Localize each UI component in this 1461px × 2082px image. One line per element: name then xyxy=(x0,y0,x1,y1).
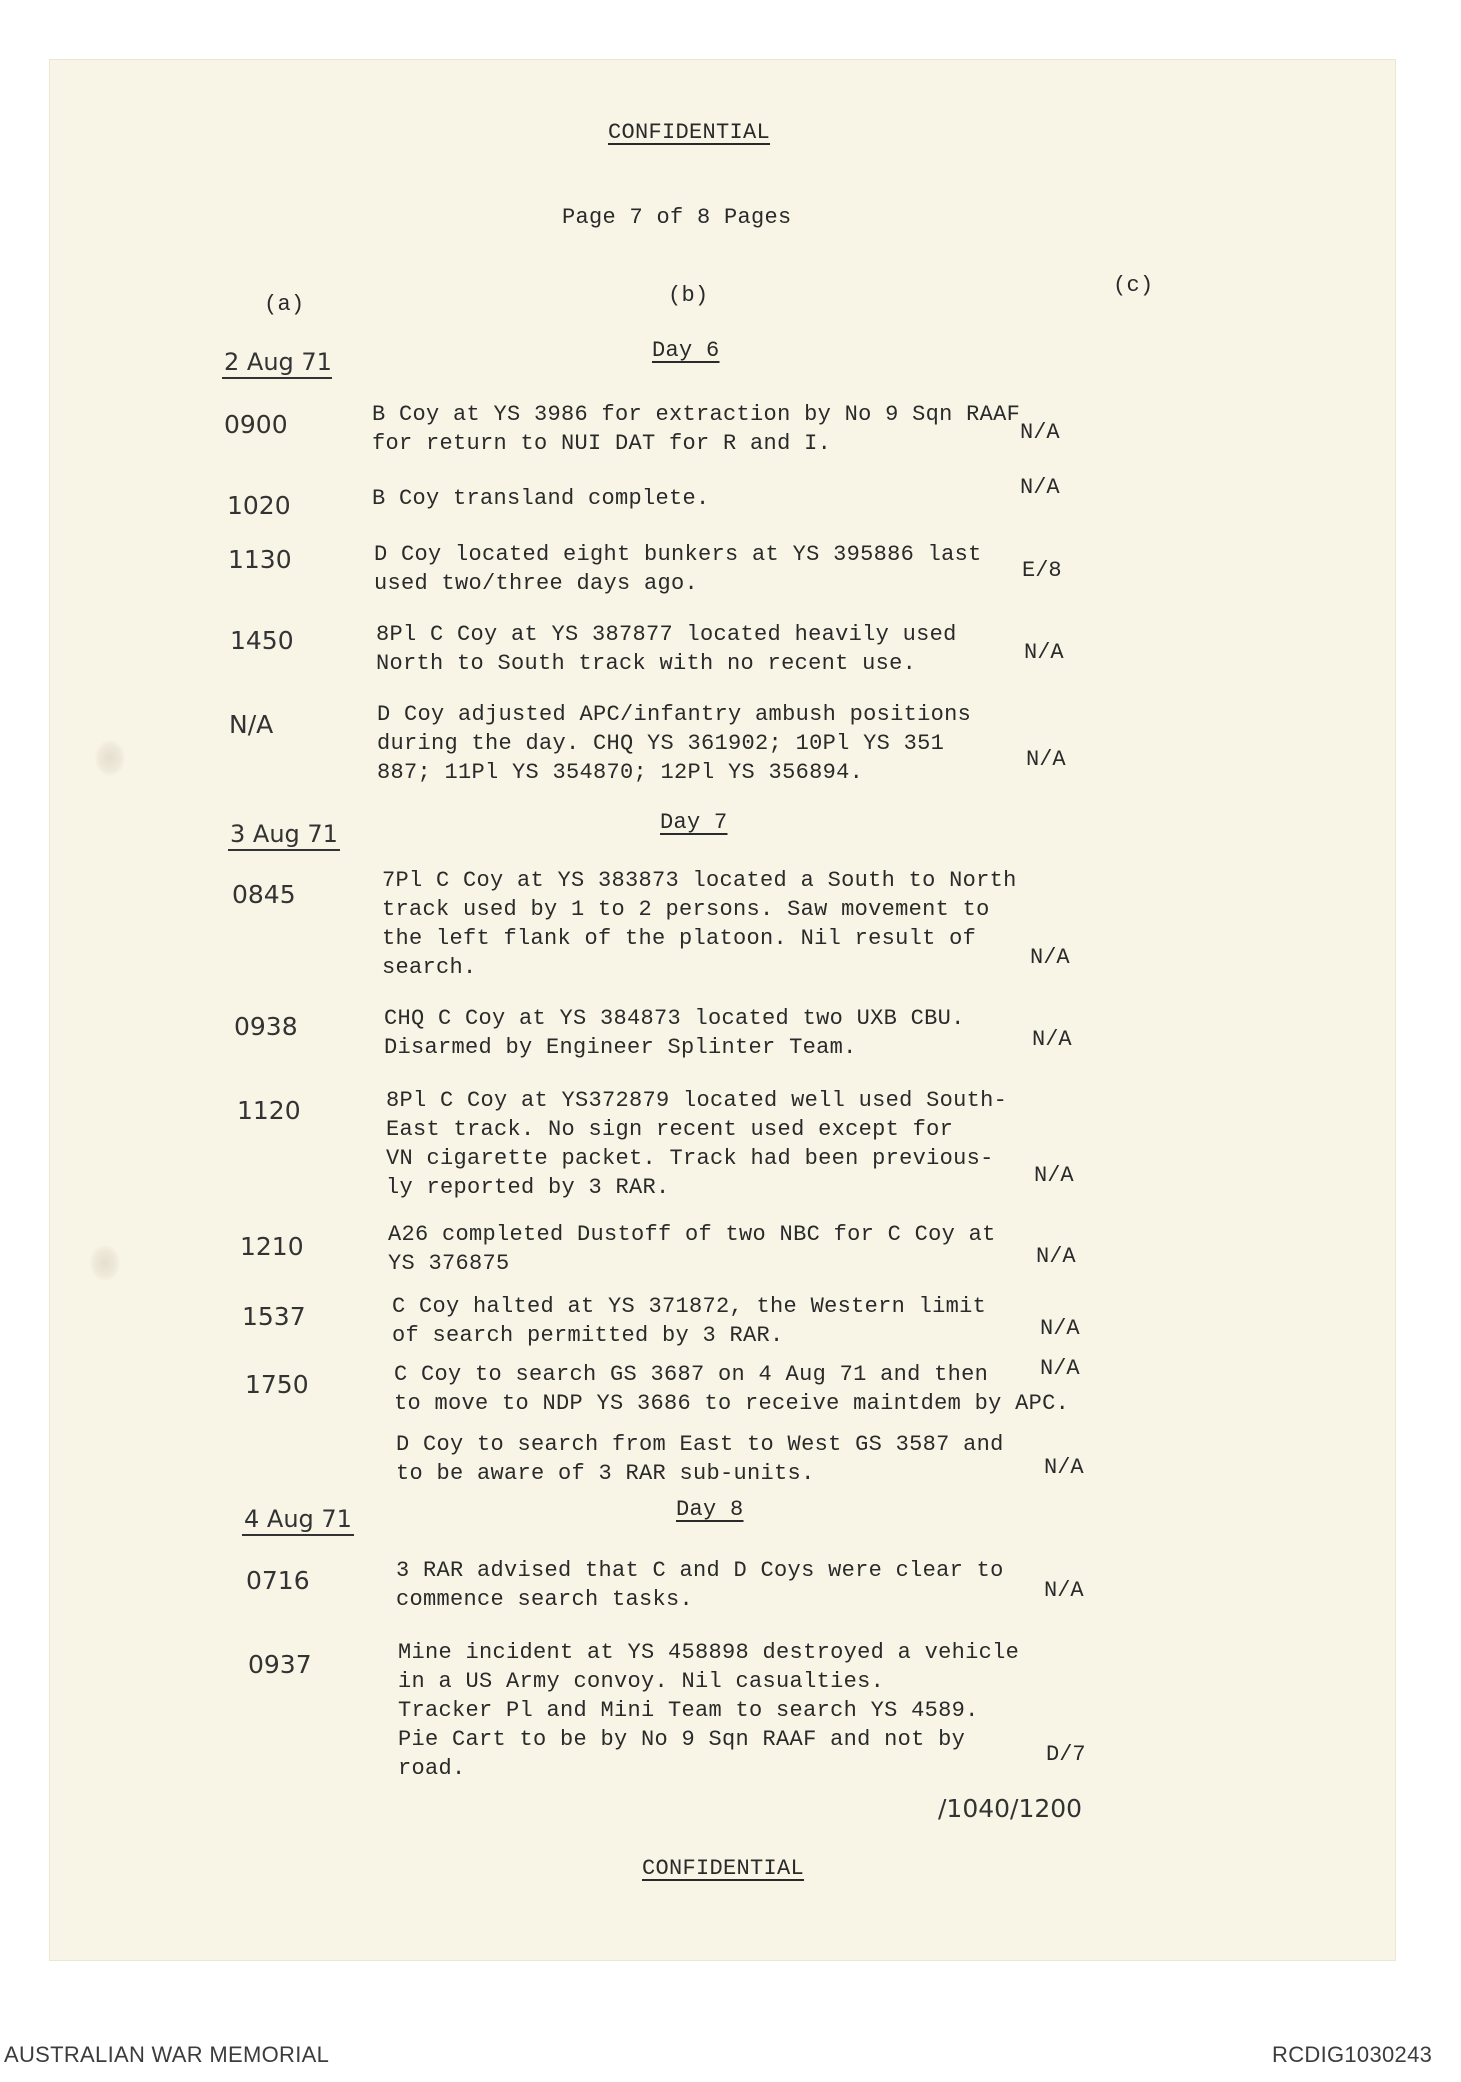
entry-text: A26 completed Dustoff of two NBC for C Coy at YS 376875 xyxy=(388,1222,996,1276)
entry-text: C Coy halted at YS 371872, the Western limit of search permitted by 3 RAR. xyxy=(392,1294,987,1348)
entry-reference: N/A xyxy=(1026,747,1066,772)
column-c-heading: (c) xyxy=(1113,273,1154,298)
entry-reference: N/A xyxy=(1040,1316,1080,1341)
entry-text: D Coy adjusted APC/infantry ambush positions during the day. CHQ YS 361902; 10Pl YS 351 887; 11Pl YS 354870; 12Pl YS 356894. xyxy=(377,702,972,785)
entry-text: B Coy at YS 3986 for extraction by No 9 Sqn RAAF for return to NUI DAT for R and I. xyxy=(372,402,1021,456)
archive-credit: AUSTRALIAN WAR MEMORIAL xyxy=(4,2042,330,2067)
entry-text: D Coy located eight bunkers at YS 395886 last used two/three days ago. xyxy=(374,542,982,596)
entry-time: 1130 xyxy=(228,545,292,574)
entry-time: 1020 xyxy=(227,491,291,520)
column-b-heading: (b) xyxy=(668,283,709,308)
punch-hole xyxy=(90,1245,120,1281)
entry-reference: N/A xyxy=(1020,475,1060,500)
entry-time: 1537 xyxy=(242,1302,306,1331)
entry-time: 1120 xyxy=(237,1096,301,1125)
entry-text: C Coy to search GS 3687 on 4 Aug 71 and then to move to NDP YS 3686 to receive maintdem by APC. xyxy=(394,1362,1070,1416)
entry-reference: N/A xyxy=(1030,945,1070,970)
entry-time: 1450 xyxy=(230,626,294,655)
entry-text: 7Pl C Coy at YS 383873 located a South to North track used by 1 to 2 persons. Saw movement to the left flank of the platoon. Nil result of search. xyxy=(382,868,1017,980)
entry-text: B Coy transland complete. xyxy=(372,486,710,511)
entry-time: 1210 xyxy=(240,1232,304,1261)
date-heading: 3 Aug 71 xyxy=(230,820,338,848)
entry-time: N/A xyxy=(229,710,274,739)
entry-reference: N/A xyxy=(1032,1027,1072,1052)
entry-reference: D/7 xyxy=(1046,1742,1086,1767)
date-underline xyxy=(242,1534,354,1536)
day-heading: Day 7 xyxy=(660,810,728,835)
date-heading: 2 Aug 71 xyxy=(224,348,332,376)
classification-header: CONFIDENTIAL xyxy=(608,120,771,145)
entry-time: 0900 xyxy=(224,410,288,439)
date-underline xyxy=(222,377,332,379)
day-heading: Day 8 xyxy=(676,1497,744,1522)
archive-reference: RCDIG1030243 xyxy=(1272,2042,1433,2067)
entry-time: 0938 xyxy=(234,1012,298,1041)
date-heading: 4 Aug 71 xyxy=(244,1505,352,1533)
punch-hole xyxy=(95,740,125,776)
entry-reference: N/A xyxy=(1044,1578,1084,1603)
column-a-heading: (a) xyxy=(264,292,305,317)
entry-time: 0937 xyxy=(248,1650,312,1679)
entry-time: 0716 xyxy=(246,1566,310,1595)
page-number: Page 7 of 8 Pages xyxy=(562,205,792,230)
entry-text: 8Pl C Coy at YS 387877 located heavily used North to South track with no recent use. xyxy=(376,622,957,676)
entry-text: 8Pl C Coy at YS372879 located well used South- East track. No sign recent used except for VN cigarette packet. Track had been previous- ly reported by 3 RAR. xyxy=(386,1088,1008,1200)
entry-time: 0845 xyxy=(232,880,296,909)
entry-reference: N/A xyxy=(1020,420,1060,445)
day-heading: Day 6 xyxy=(652,338,720,363)
date-underline xyxy=(228,849,340,851)
entry-reference: N/A xyxy=(1034,1163,1074,1188)
end-note: /1040/1200 xyxy=(938,1794,1083,1823)
entry-reference: N/A xyxy=(1044,1455,1084,1480)
entry-text: Mine incident at YS 458898 destroyed a vehicle in a US Army convoy. Nil casualties. Tracker Pl and Mini Team to search YS 4589. Pie Cart to be by No 9 Sqn RAAF and not by road. xyxy=(398,1640,1020,1781)
entry-text: D Coy to search from East to West GS 3587 and to be aware of 3 RAR sub-units. xyxy=(396,1432,1004,1486)
classification-footer: CONFIDENTIAL xyxy=(642,1856,805,1881)
entry-reference: N/A xyxy=(1024,640,1064,665)
entry-time: 1750 xyxy=(245,1370,309,1399)
entry-reference: N/A xyxy=(1036,1244,1076,1269)
entry-text: 3 RAR advised that C and D Coys were clear to commence search tasks. xyxy=(396,1558,1004,1612)
entry-reference: E/8 xyxy=(1022,558,1062,583)
entry-reference: N/A xyxy=(1040,1356,1080,1381)
entry-text: CHQ C Coy at YS 384873 located two UXB CBU. Disarmed by Engineer Splinter Team. xyxy=(384,1006,965,1060)
